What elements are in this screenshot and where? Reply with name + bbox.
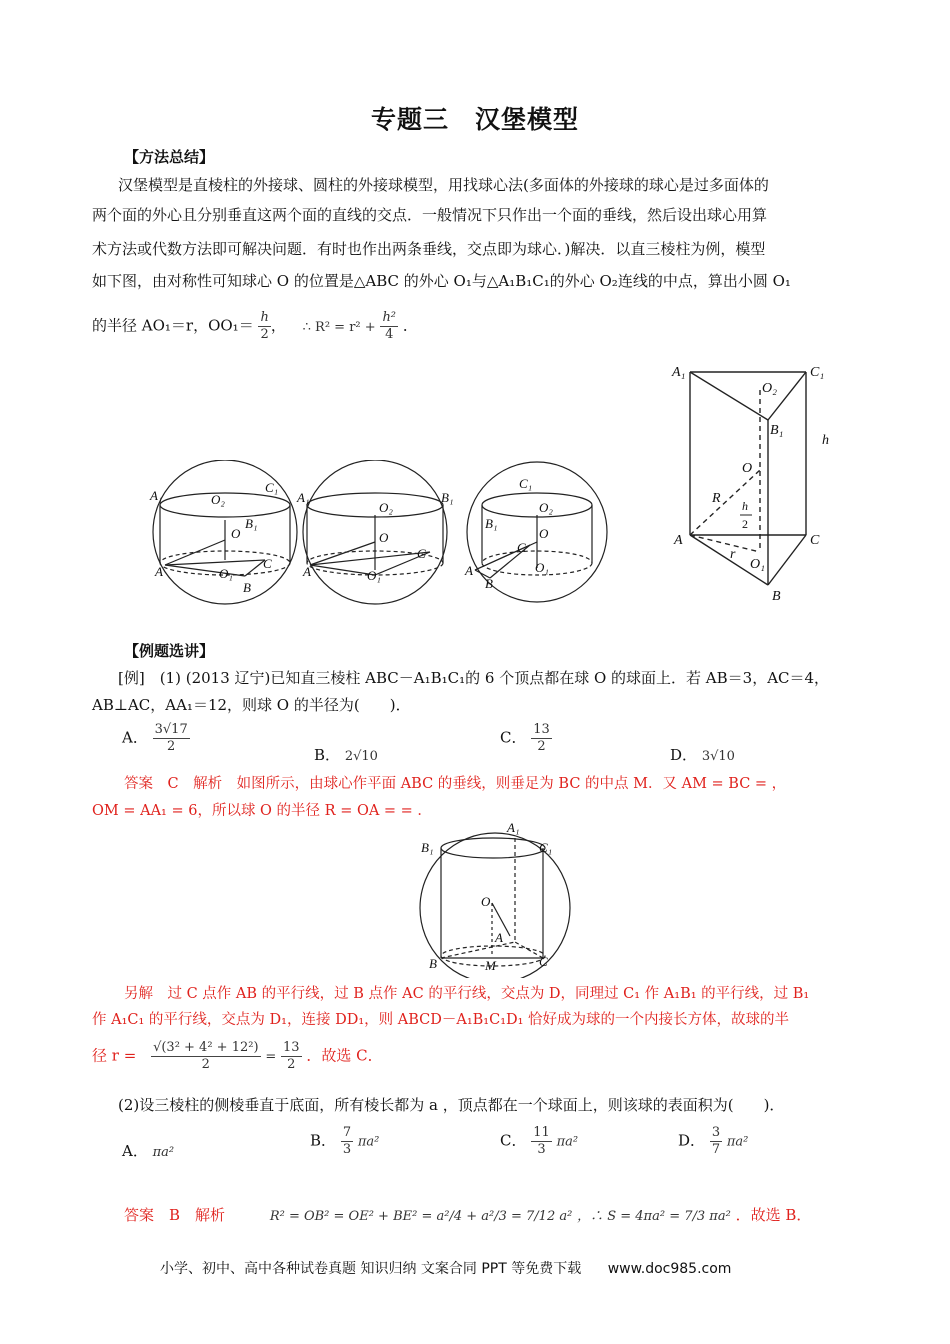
s2-label-c: C	[417, 546, 426, 561]
prism-label-a: A	[674, 533, 683, 548]
prism-label-h2-den: 2	[742, 517, 748, 531]
prism-label-h: h	[822, 433, 829, 448]
s3-label-c: C	[517, 540, 526, 555]
method-heading: 【方法总结】	[124, 148, 215, 166]
alt-line-1: 另解 过 C 点作 AB 的平行线，过 B 点作 AC 的平行线，交点为 D，同理过 C₁ 作 A₁B₁ 的平行线，过 B₁	[124, 986, 810, 1002]
s1-label-o2: O₂	[211, 492, 225, 507]
prism-label-b1: B₁	[770, 423, 784, 438]
answer2-mid: ，∴ S = 4πa² = 7/3 πa²	[577, 1209, 731, 1224]
s1-label-c1: C₁	[265, 480, 279, 495]
q2-option-b: B． $\frac{7}{3}$ πa²	[310, 1125, 380, 1157]
three-spheres-figure	[145, 460, 615, 610]
footer-text: 小学、初中、高中各种试卷真题 知识归纳 文案合同 PPT 等免费下载	[160, 1261, 582, 1277]
radius-line: 的半径 AO₁＝r，OO₁＝ $\frac{h}{2}$ ， ∴ R² = r² + $\frac{\text{h²}}{4}$ ．	[92, 310, 418, 342]
prism-label-h2-num: h	[742, 499, 748, 513]
s3-label-c1: C₁	[519, 476, 533, 491]
q2-option-c: C． $\frac{11}{3}$ πa²	[500, 1125, 579, 1157]
s1-label-o1: O₁	[219, 566, 233, 581]
alt-line-2: 作 A₁C₁ 的平行线，交点为 D₁，连接 DD₁，则 ABCD－A₁B₁C₁D₁ 恰好成为球的一个内接长方体，故球的半	[92, 1012, 790, 1028]
s2-label-b1: B₁	[441, 490, 454, 505]
sphere-prism-figure	[415, 818, 575, 978]
s2-label-o2: O₂	[379, 500, 393, 515]
s1-label-c: C	[263, 556, 272, 571]
method-line-1: 汉堡模型是直棱柱的外接球、圆柱的外接球模型，用找球心法(多面体的外接球的球心是过多面体的	[118, 176, 769, 194]
sp-label-c1: C₁	[539, 840, 553, 855]
s3-label-a: A	[465, 563, 473, 578]
prism-label-c: C	[810, 533, 820, 548]
sp-label-a1: A₁	[507, 820, 520, 835]
sp-label-m: M	[485, 958, 496, 973]
prism-label-b: B	[772, 589, 781, 604]
s3-label-b: B	[485, 576, 493, 591]
alt-result: $\frac{13}{2}$	[283, 1040, 300, 1072]
s1-label-o: O	[231, 526, 241, 541]
alt-eq: =	[265, 1049, 277, 1065]
footer-url-link[interactable]: www.doc985.com	[607, 1261, 732, 1277]
s1-label-b1: B₁	[245, 516, 258, 531]
q1-option-d: D． 3√10	[670, 746, 735, 764]
method-line-2: 两个面的外心且分别垂直这两个面的直线的交点．一般情况下只作出一个面的垂线，然后设出球心用算	[92, 206, 768, 224]
prism-figure	[668, 360, 838, 605]
sp-label-c: C	[539, 954, 548, 969]
q2-line: (2)设三棱柱的侧棱垂直于底面，所有棱长都为 a ，顶点都在一个球面上，则该球的表面积为( )．	[118, 1096, 785, 1114]
radius-prefix: 的半径 AO₁＝r，OO₁＝	[92, 316, 254, 335]
prism-label-o1: O₁	[750, 557, 765, 572]
s2-label-a1: A₁	[297, 490, 310, 505]
alt-line-3	[92, 1040, 383, 1073]
q1-option-a: A． $\frac{3√17}{2}$	[122, 722, 188, 754]
answer2-prefix: 答案 B 解析	[124, 1206, 226, 1224]
s1-label-a1: A₁	[150, 488, 163, 503]
q1-line-2: AB⊥AC，AA₁＝12，则球 O 的半径为( )．	[92, 696, 411, 714]
formula-prefix: ∴ R² = r² +	[302, 319, 376, 335]
s2-label-o: O	[379, 530, 389, 545]
s3-label-o: O	[539, 526, 549, 541]
sp-label-b: B	[429, 956, 437, 971]
h-over-2: $\frac{h}{2}$	[260, 310, 269, 342]
example-heading: 【例题选讲】	[124, 642, 215, 660]
s2-label-a: A	[303, 564, 311, 579]
prism-label-a1: A₁	[672, 365, 686, 380]
s3-label-b1: B₁	[485, 516, 498, 531]
answer1-line-1: 答案 C 解析 如图所示，由球心作平面 ABC 的垂线，则垂足为 BC 的中点 M．又 AM = BC = ，	[124, 776, 787, 792]
answer1-line-2: OM = AA₁ = 6，所以球 O 的半径 R = OA = = ．	[92, 803, 432, 819]
method-line-4: 如下图，由对称性可知球心 O 的位置是△ABC 的外心 O₁与△A₁B₁C₁的外心 O₂连线的中点，算出小圆 O₁	[92, 272, 791, 290]
alt-line-3-prefix: 径 r =	[92, 1046, 137, 1065]
sp-label-a: A	[495, 930, 503, 945]
s3-label-o1: O₁	[535, 560, 549, 575]
method-line-3: 术方法或代数方法即可解决问题．有时也作出两条垂线，交点即为球心．)解决．以直三棱柱为例，模型	[92, 240, 766, 258]
answer2-formula: R² = OB² = OE² + BE² = a²/4 + a²/3 = 7/12 a²	[269, 1209, 573, 1224]
prism-label-r: r	[730, 547, 736, 562]
q1-option-c: C． $\frac{13}{2}$	[500, 722, 550, 754]
answer2-suffix: ．故选 B．	[735, 1206, 812, 1224]
s1-label-a: A	[155, 564, 163, 579]
formula-period: ．	[402, 316, 418, 335]
footer	[160, 1258, 731, 1278]
q1-option-b: B． 2√10	[314, 746, 378, 764]
s3-label-o2: O₂	[539, 500, 553, 515]
sp-label-o: O	[481, 894, 491, 909]
q2-option-a: A． πa²	[122, 1142, 175, 1160]
prism-label-r-big: R	[712, 491, 721, 506]
h2-over-4: $\frac{\text{h²}}{4}$	[382, 310, 397, 342]
q1-line-1: [例] (1) (2013 辽宁)已知直三棱柱 ABC－A₁B₁C₁的 6 个顶点都在球 O 的球面上．若 AB＝3，AC＝4，	[118, 669, 830, 687]
prism-label-c1: C₁	[810, 365, 825, 380]
s2-label-o1: O₁	[367, 568, 381, 583]
prism-label-o: O	[742, 461, 753, 476]
page-title: 专题三 汉堡模型	[370, 105, 579, 134]
sp-label-b1: B₁	[421, 840, 434, 855]
prism-label-o2: O₂	[762, 381, 777, 396]
q2-option-d: D． $\frac{3}{7}$ πa²	[678, 1125, 749, 1157]
s1-label-b: B	[243, 580, 251, 595]
alt-suffix: ．故选 C．	[306, 1046, 383, 1065]
answer2-line	[124, 1200, 811, 1232]
alt-frac: $\frac{\text{√(3² + 4² + 12²)}}{2}$	[153, 1040, 259, 1072]
